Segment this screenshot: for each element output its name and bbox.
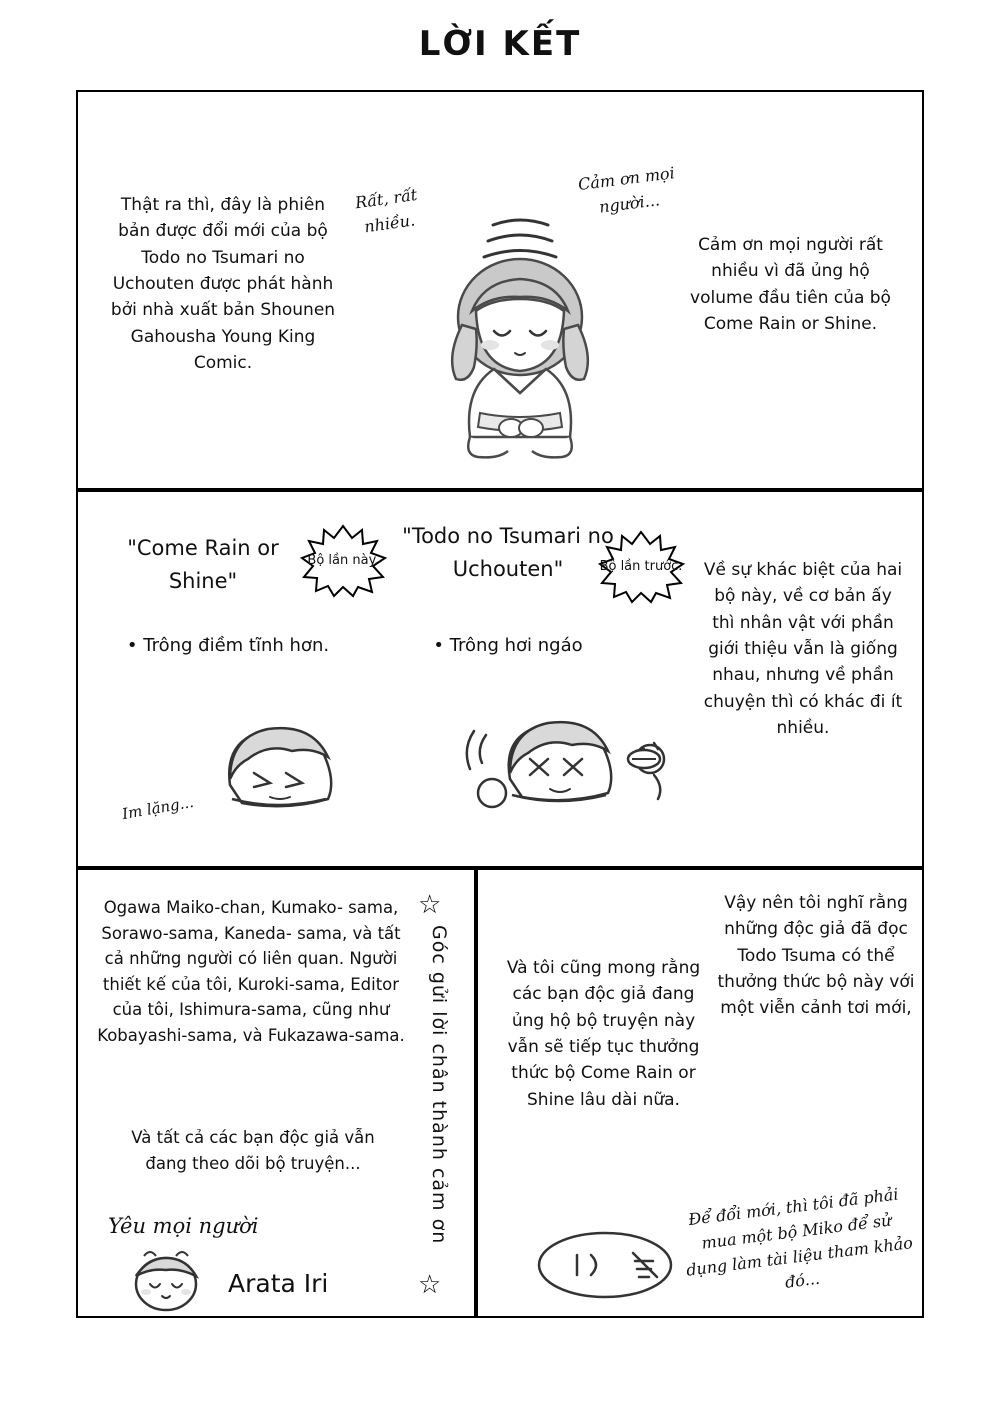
panel-afterword-intro [76,90,924,490]
series-title-b: "Todo no Tsumari no Uchouten" [402,524,614,581]
intro-right-text: Cảm ơn mọi người rất nhiều vì đã ủng hộ volume đầu tiên của bộ Come Rain or Shine. [690,235,891,335]
star-icon: ☆ [418,890,442,920]
series-bullet-a: • Trông điềm tĩnh hơn. [126,635,330,656]
vertical-thanks-banner: Góc gửi lời chân thành cảm ơn [428,925,450,1245]
star-icon: ☆ [418,1270,442,1300]
series-title-a: "Come Rain or Shine" [127,536,279,593]
face-doodle-illustration [533,1225,683,1305]
closing-right-text: Vậy nên tôi nghĩ rằng những độc giả đã đọc Todo Tsuma có thể thưởng thức bộ này với một viễn cảnh tơi mới, [717,893,915,1019]
badge-previous-series [598,530,684,604]
panel-acknowledgements [76,868,476,1318]
closing-miko-note: Để đổi mới, thì tôi đã phải mua một bộ Miko để sử dụng làm tài liệu tham khảo đó... [685,1184,914,1293]
acknowledgements-credits: Ogawa Maiko-chan, Kumako- sama, Sorawo-sama, Kaneda- sama, và tất cả những người có liên quan. Người thiết kế của tôi, Kuroki-sama, Editor của tôi, Ishimura-sama, cũng như Kobayashi-sama, và Fukazawa-sama. [97,898,405,1045]
caption-silence: Im lặng... [120,792,196,824]
page-title: LỜI KẾT [418,24,582,64]
panel-series-comparison [76,490,924,868]
series-bullet-b: • Trông hơi ngáo [433,635,583,656]
acknowledgements-readers: Và tất cả các bạn độc giả vẫn đang theo dõi bộ truyện... [131,1128,375,1173]
panel-closing-message [476,868,924,1318]
intro-left-text: Thật ra thì, đây là phiên bản được đổi mới của bộ Todo no Tsumari no Uchouten được phát hành bởi nhà xuất bản Shounen Gahousha Young King Comic. [110,195,336,374]
chibi-goofy-illustration [458,697,678,827]
intro-handwritten-thankyou: Cảm ơn mọi người... [577,163,676,217]
acknowledgements-love-note: Yêu mọi người [108,1214,259,1238]
character-bowing-girl-illustration [398,207,648,467]
chibi-calm-illustration [208,707,358,827]
badge-current-series-label: Bộ lần này. [307,552,379,568]
badge-previous-series-label: Bộ lần trước. [599,558,683,574]
author-chibi-illustration [118,1250,218,1316]
intro-handwritten-very-much: Rất, rất nhiều. [353,184,419,237]
badge-current-series [300,524,386,598]
closing-left-text: Và tôi cũng mong rằng các bạn độc giả đang ủng hộ bộ truyện này vẫn sẽ tiếp tục thưởng thức bộ Come Rain or Shine lâu dài nữa. [506,958,701,1110]
author-signature: Arata Iri [228,1269,329,1298]
comparison-right-text: Về sự khác biệt của hai bộ này, về cơ bản ấy thì nhân vật với phần giới thiệu vẫn là giống nhau, nhưng về phần chuyện thì có khác đi ít nhiều. [703,560,903,739]
